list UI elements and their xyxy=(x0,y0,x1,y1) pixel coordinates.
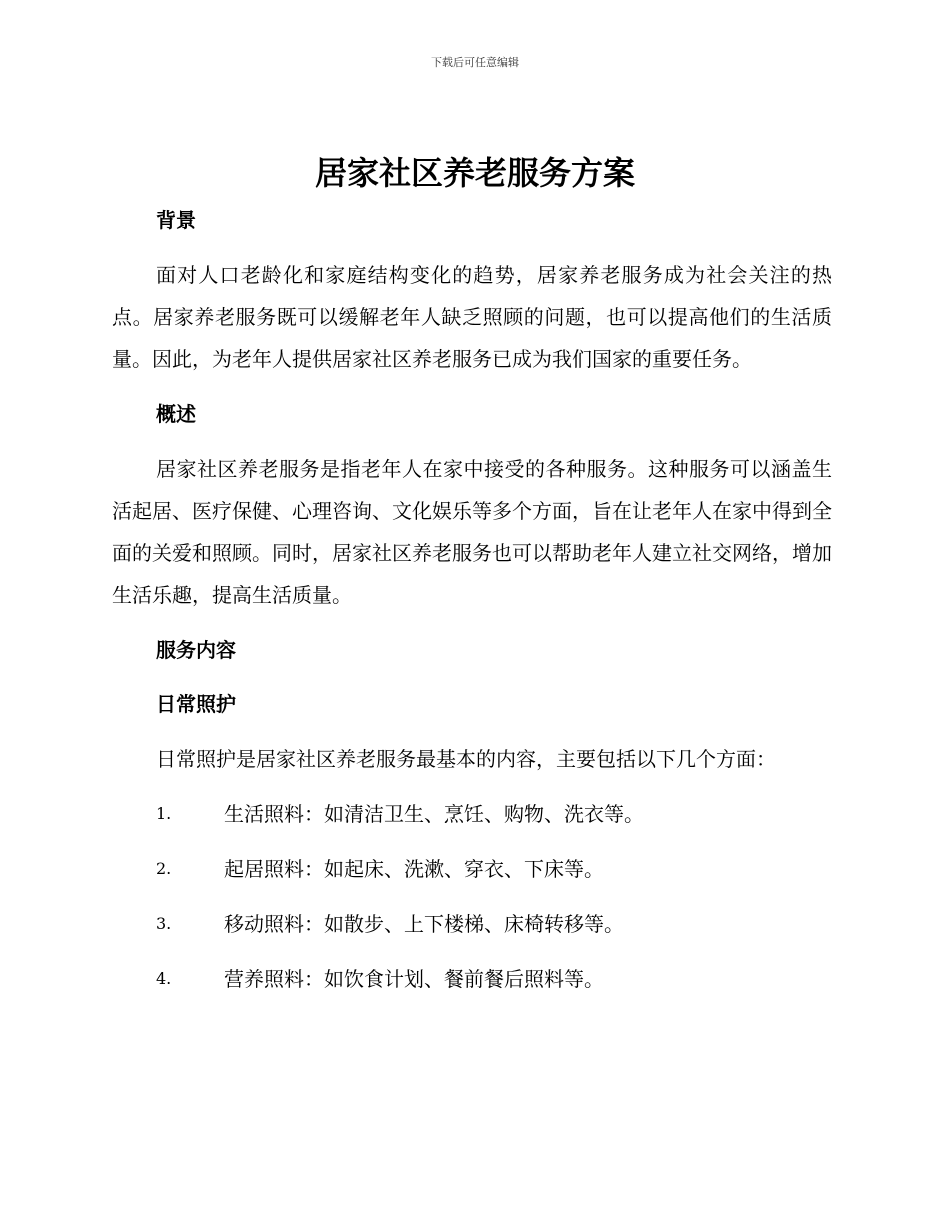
list-item-number: 4. xyxy=(156,969,172,988)
overview-paragraph: 居家社区养老服务是指老年人在家中接受的各种服务。这种服务可以涵盖生活起居、医疗保健、心理咨询、文化娱乐等多个方面，旨在让老年人在家中得到全面的关爱和照顾。同时，居家社区养老服务也可以帮助老年人建立社交网络，增加生活乐趣，提高生活质量。 xyxy=(112,457,832,607)
list-item-number: 1. xyxy=(156,804,172,823)
document-title: 居家社区养老服务方案 xyxy=(314,154,635,192)
header-note: 下载后可任意编辑 xyxy=(431,56,519,69)
list-item-text: 移动照料：如散步、上下楼梯、床椅转移等。 xyxy=(224,912,624,936)
list-item xyxy=(112,904,832,944)
list-item xyxy=(112,794,832,834)
list-item-text: 生活照料：如清洁卫生、烹饪、购物、洗衣等。 xyxy=(224,802,644,826)
list-item-text: 营养照料：如饮食计划、餐前餐后照料等。 xyxy=(224,967,604,991)
daily-care-list xyxy=(112,794,832,999)
section-heading-overview: 概述 xyxy=(156,402,196,426)
list-item xyxy=(112,849,832,889)
section-heading-services: 服务内容 xyxy=(156,638,236,662)
list-item-number: 2. xyxy=(156,859,172,878)
daily-care-intro: 日常照护是居家社区养老服务最基本的内容，主要包括以下几个方面： xyxy=(156,747,776,771)
list-item-number: 3. xyxy=(156,914,172,933)
background-paragraph: 面对人口老龄化和家庭结构变化的趋势，居家养老服务成为社会关注的热点。居家养老服务既可以缓解老年人缺乏照顾的问题，也可以提高他们的生活质量。因此，为老年人提供居家社区养老服务已成为我们国家的重要任务。 xyxy=(112,263,832,371)
section-heading-background: 背景 xyxy=(156,208,196,232)
list-item-text: 起居照料：如起床、洗漱、穿衣、下床等。 xyxy=(224,857,604,881)
document-body xyxy=(112,200,832,999)
section-heading-daily-care: 日常照护 xyxy=(156,692,236,716)
list-item xyxy=(112,959,832,999)
